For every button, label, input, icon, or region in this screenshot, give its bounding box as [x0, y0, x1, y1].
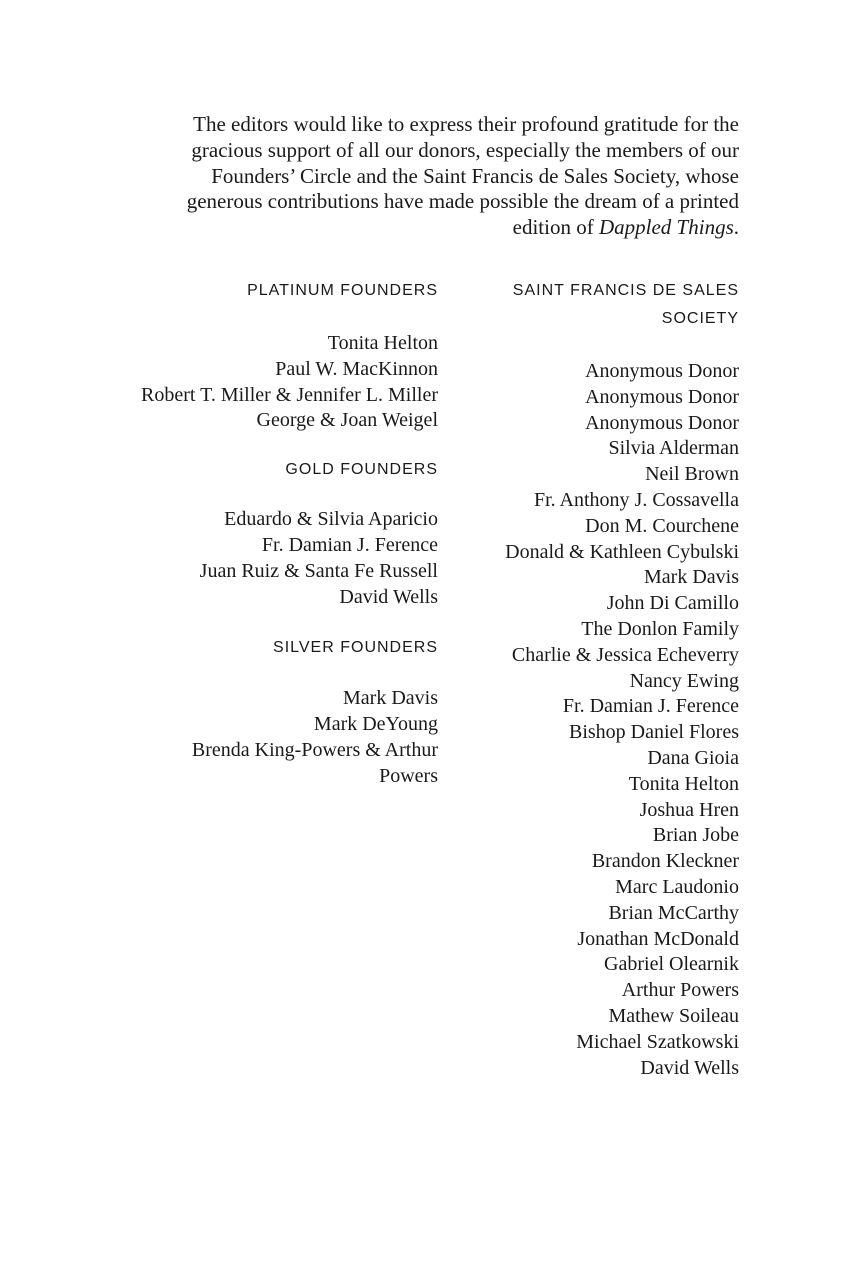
donor-name: Neil Brown	[645, 463, 739, 486]
donor-name: Brian McCarthy	[608, 901, 739, 924]
gold-founders-section	[130, 456, 438, 610]
intro-paragraph	[150, 112, 739, 241]
donor-name: Gabriel Olearnik	[604, 953, 739, 976]
platinum-founders-heading: PLATINUM FOUNDERS	[247, 282, 438, 299]
donor-name: Tonita Helton	[327, 332, 438, 354]
donor-name: Jonathan McDonald	[577, 927, 739, 950]
donor-name: Arthur Powers	[621, 979, 739, 1002]
intro-text-end: .	[733, 215, 739, 240]
donor-name: David Wells	[640, 1056, 739, 1079]
donor-name: Robert T. Miller & Jennifer L. Miller	[141, 383, 438, 406]
donor-name: Marc Laudonio	[615, 875, 739, 898]
platinum-founders-section	[130, 277, 438, 434]
donor-name: Fr. Damian J. Ference	[261, 533, 438, 556]
donor-name: Mark Davis	[644, 566, 739, 589]
silver-founders-list	[130, 686, 438, 789]
donor-name: The Donlon Family	[581, 617, 739, 640]
donor-name: Tonita Helton	[628, 772, 739, 795]
founders-column	[130, 277, 438, 790]
silver-founders-heading: SILVER FOUNDERS	[273, 639, 438, 657]
donor-name: Anonymous Donor	[585, 411, 739, 434]
donor-name: Mark DeYoung	[313, 713, 438, 736]
society-member-list	[450, 359, 739, 1081]
donor-name: Anonymous Donor	[585, 360, 739, 382]
platinum-founders-list	[130, 331, 438, 434]
donor-name: Bishop Daniel Flores	[569, 721, 739, 744]
donor-name: Don M. Courchene	[585, 514, 739, 537]
donor-name: John Di Camillo	[606, 592, 739, 615]
intro-text-body: The editors would like to express their profound gratitude for the gracious support of all our donors, especially the members of our Founders’ Circle and the Saint Francis de Sales Society, whose generous contributions have made possible the dream of a printed edition of	[186, 112, 739, 240]
donor-name: Eduardo & Silvia Aparicio	[224, 508, 438, 531]
donor-name: Brenda King-Powers & Arthur Powers	[191, 738, 438, 787]
donor-name: Silvia Alderman	[608, 437, 739, 460]
donor-name: Michael Szatkowski	[576, 1030, 739, 1053]
donor-name: Fr. Anthony J. Cossavella	[533, 488, 739, 511]
donor-name: Donald & Kathleen Cybulski	[505, 540, 739, 563]
donor-name: Mark Davis	[343, 687, 438, 710]
donor-name: Brian Jobe	[652, 824, 739, 847]
society-column	[450, 277, 739, 1081]
donor-name: Anonymous Donor	[585, 385, 739, 408]
donor-name: Brandon Kleckner	[591, 850, 739, 873]
silver-founders-section	[130, 634, 438, 789]
saint-francis-de-sales-society-section	[450, 277, 739, 1081]
donor-name: Juan Ruiz & Santa Fe Russell	[199, 559, 438, 582]
society-heading: SAINT FRANCIS DE SALES SOCIETY	[512, 282, 739, 327]
donor-name: Dana Gioia	[647, 746, 739, 769]
gold-founders-list	[130, 507, 438, 610]
donor-name: Fr. Damian J. Ference	[562, 695, 739, 718]
intro-text	[150, 112, 739, 241]
donor-name: George & Joan Weigel	[256, 409, 438, 432]
donor-name: David Wells	[339, 585, 438, 608]
donor-name: Mathew Soileau	[608, 1004, 739, 1027]
donor-name: Paul W. MacKinnon	[275, 357, 438, 380]
donor-name: Charlie & Jessica Echeverry	[511, 643, 739, 666]
donor-name: Joshua Hren	[639, 798, 739, 821]
gold-founders-heading: GOLD FOUNDERS	[285, 461, 438, 479]
magazine-title: Dappled Things	[598, 215, 734, 240]
donor-name: Nancy Ewing	[629, 669, 739, 692]
